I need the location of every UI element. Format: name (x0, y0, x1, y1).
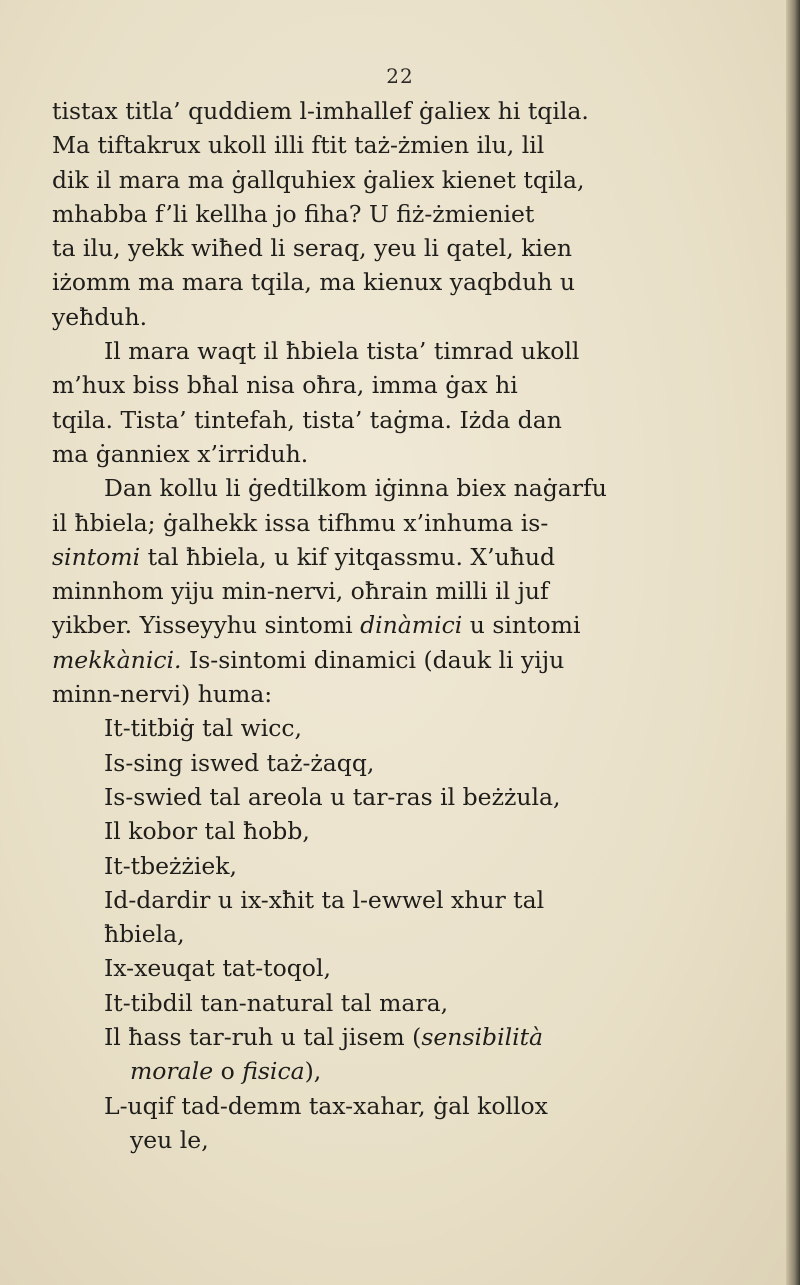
text-line: minn-nervi) huma: (52, 680, 273, 709)
text-line (52, 643, 770, 677)
list-item-continuation: yeu le, (130, 1125, 209, 1154)
text-line: Ma tiftakrux ukoll illi ftit taż-żmien ilu, lil (52, 131, 545, 160)
symptom-list (52, 711, 770, 1157)
paragraph-2 (52, 334, 770, 471)
text-line: m’hux biss bħal nisa oħra, imma ġax hi (52, 371, 518, 400)
text-run: u sintomi (462, 611, 581, 640)
italic-term: sensibilità (421, 1023, 544, 1052)
text-run: o (213, 1057, 243, 1086)
text-line: ta ilu, yekk wiħed li seraq, yeu li qatel, kien (52, 234, 572, 263)
list-item: L-uqif tad-demm tax-xahar, ġal kollox (104, 1091, 548, 1120)
text-run: Is-sintomi dinamici (dauk li yiju (181, 645, 565, 674)
text-line: il ħbiela; ġalhekk issa tifhmu x’inhuma is- (52, 508, 549, 537)
paragraph-1 (52, 94, 770, 334)
list-item-continuation (104, 1054, 770, 1088)
paragraph-3 (52, 471, 770, 711)
text-line: tistax titla’ quddiem l-imhallef ġaliex hi tqila. (52, 97, 589, 125)
text-run: yikber. Yisseyyhu sintomi (52, 611, 361, 640)
list-item: It-tbeżżiek, (104, 851, 237, 880)
list-item: It-tibdil tan-natural tal mara, (104, 988, 449, 1017)
list-item: Id-dardir u ix-xħit ta l-ewwel xhur tal (104, 885, 545, 914)
list-item (104, 1020, 770, 1054)
list-item: It-titbiġ tal wicc, (104, 714, 303, 743)
page-edge-shadow (786, 0, 800, 1285)
text-line: ma ġanniex x’irriduh. (52, 439, 309, 468)
italic-term: morale (130, 1057, 214, 1086)
italic-term: mekkànici. (52, 645, 182, 674)
text-line: yeħduh. (52, 302, 148, 331)
text-line: Il mara waqt il ħbiela tista’ timrad ukoll (104, 337, 580, 366)
page-text (52, 94, 770, 1157)
italic-term: dinàmici (360, 611, 463, 640)
text-line: mhabba f’li kellha jo fiha? U fiż-żmieniet (52, 199, 535, 228)
text-run: Il ħass tar-ruh u tal jisem ( (104, 1023, 422, 1052)
page-number: 22 (386, 64, 414, 88)
text-line (52, 608, 770, 642)
text-line (52, 540, 770, 574)
list-item: Ix-xeuqat tat-toqol, (104, 954, 331, 983)
list-item-continuation: ħbiela, (104, 920, 185, 949)
text-line: iżomm ma mara tqila, ma kienux yaqbduh u (52, 268, 576, 297)
text-line: minnhom yiju min-nervi, oħrain milli il juf (52, 577, 549, 606)
text-line: tqila. Tista’ tintefah, tista’ taġma. Iżda dan (52, 405, 562, 434)
italic-term: fisica (242, 1057, 305, 1086)
list-item: Is-swied tal areola u tar-ras il beżżula, (104, 782, 561, 811)
text-line: Dan kollu li ġedtilkom iġinna biex naġarfu (104, 474, 607, 503)
list-item: Is-sing iswed taż-żaqq, (104, 748, 375, 777)
text-run: tal ħbiela, u kif yitqassmu. X’uħud (140, 542, 556, 571)
text-line: dik il mara ma ġallquhiex ġaliex kienet tqila, (52, 165, 585, 194)
list-item: Il kobor tal ħobb, (104, 817, 310, 846)
italic-term: sintomi (52, 542, 141, 571)
text-run: ), (304, 1057, 322, 1086)
